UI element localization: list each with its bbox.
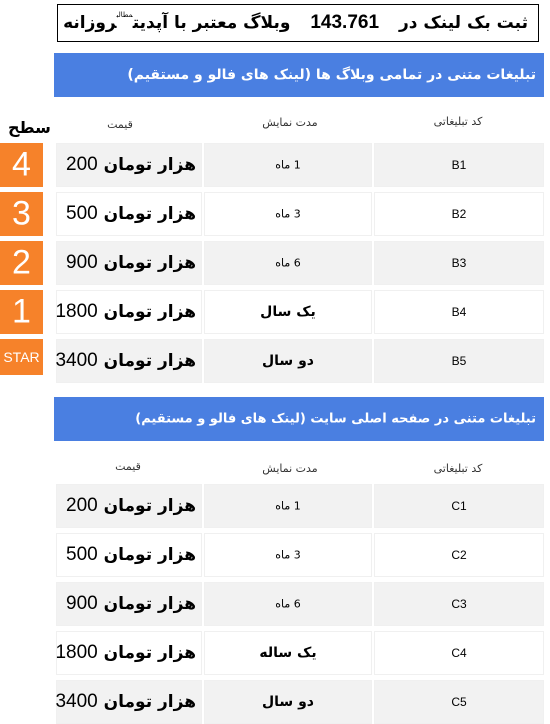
level-box-2	[0, 192, 43, 236]
section2-price-cell	[56, 484, 202, 528]
section2-col-duration: مدت نمایش	[262, 462, 318, 475]
price-text	[66, 154, 196, 176]
title-part-1: ثبت بک لینک در	[398, 13, 528, 33]
section1-code-cell	[374, 339, 544, 383]
code-text: B4	[451, 305, 467, 319]
section1-price-cell	[56, 143, 202, 187]
price-number: 1800	[55, 642, 98, 663]
price-unit: هزار تومان	[103, 692, 196, 712]
section1-col-code: کد تبلیغاتی	[433, 115, 483, 128]
code-text: B1	[451, 158, 467, 172]
price-number: 200	[66, 495, 98, 516]
level-box-1	[0, 143, 43, 187]
section2-col-price: قیمت	[115, 460, 141, 473]
title-part-2: وبلاگ معتبر با	[173, 13, 291, 33]
section2-col-code: کد تبلیغاتی	[433, 462, 483, 475]
section1-duration-cell	[204, 241, 372, 285]
duration-text: دو سال	[262, 694, 314, 710]
duration-text: 6 ماه	[275, 256, 301, 270]
price-number: 3400	[55, 691, 98, 712]
level-box-3	[0, 241, 43, 285]
section2-heading-bar	[54, 397, 544, 441]
level-value: 4	[12, 145, 31, 184]
code-text: B3	[451, 256, 467, 270]
section2-code-cell	[374, 533, 544, 577]
section1-price-cell	[56, 339, 202, 383]
price-unit: هزار تومان	[103, 204, 196, 224]
section1-price-cell	[56, 290, 202, 334]
price-number: 200	[66, 154, 98, 175]
section2-code-cell	[374, 631, 544, 675]
price-unit: هزار تومان	[103, 253, 196, 273]
section2-price-cell	[56, 680, 202, 724]
section1-price-cell	[56, 192, 202, 236]
price-text	[55, 642, 196, 664]
price-unit: هزار تومان	[103, 643, 196, 663]
price-unit: هزار تومان	[103, 545, 196, 565]
section2-duration-cell	[204, 484, 372, 528]
section1-heading-bar	[54, 53, 544, 97]
level-label: سطح	[8, 118, 51, 137]
level-value: 3	[12, 194, 31, 233]
code-text: C1	[451, 499, 467, 513]
price-text	[66, 495, 196, 517]
section2-price-cell	[56, 631, 202, 675]
title-part-3: آپدیت	[132, 13, 169, 33]
price-unit: هزار تومان	[103, 594, 196, 614]
section1-col-price: قیمت	[107, 118, 133, 131]
title-part-4: روزانه	[63, 13, 117, 33]
price-number: 500	[66, 203, 98, 224]
section1-code-cell	[374, 290, 544, 334]
code-text: B5	[451, 354, 467, 368]
code-text: C4	[451, 646, 467, 660]
level-value: 2	[12, 243, 31, 282]
price-text	[55, 691, 196, 713]
section2-price-cell	[56, 582, 202, 626]
section1-col-duration: مدت نمایش	[262, 116, 318, 129]
price-text	[55, 350, 196, 372]
page-title-box	[57, 4, 539, 42]
section2-duration-cell	[204, 631, 372, 675]
code-text: B2	[451, 207, 467, 221]
section1-heading: تبلیغات متنی در تمامی وبلاگ ها (لینک های فالو و مستقیم)	[127, 67, 536, 83]
price-number: 500	[66, 544, 98, 565]
duration-text: 3 ماه	[275, 207, 301, 221]
page-title	[63, 11, 528, 34]
title-superscript: مطالب	[116, 11, 133, 19]
price-text	[66, 593, 196, 615]
duration-text: یک سال	[260, 304, 316, 320]
code-text: C3	[451, 597, 467, 611]
price-unit: هزار تومان	[103, 351, 196, 371]
duration-text: 1 ماه	[275, 158, 301, 172]
price-text	[66, 203, 196, 225]
section1-code-cell	[374, 192, 544, 236]
section2-duration-cell	[204, 582, 372, 626]
duration-text: 6 ماه	[275, 597, 301, 611]
duration-text: دو سال	[262, 353, 314, 369]
section1-price-cell	[56, 241, 202, 285]
code-text: C5	[451, 695, 467, 709]
level-value: 1	[12, 292, 31, 331]
level-box-5	[0, 339, 43, 375]
price-text	[55, 301, 196, 323]
section2-code-cell	[374, 582, 544, 626]
duration-text: 3 ماه	[275, 548, 301, 562]
level-value: STAR	[3, 349, 40, 365]
price-number: 1800	[55, 301, 98, 322]
section2-code-cell	[374, 680, 544, 724]
code-text: C2	[451, 548, 467, 562]
section2-price-cell	[56, 533, 202, 577]
section1-duration-cell	[204, 143, 372, 187]
section2-duration-cell	[204, 680, 372, 724]
title-count: 143.761	[310, 12, 380, 33]
price-number: 900	[66, 252, 98, 273]
section1-code-cell	[374, 143, 544, 187]
level-box-4	[0, 290, 43, 334]
section1-duration-cell	[204, 290, 372, 334]
section2-duration-cell	[204, 533, 372, 577]
price-number: 3400	[55, 350, 98, 371]
section2-code-cell	[374, 484, 544, 528]
section1-code-cell	[374, 241, 544, 285]
section2-heading: تبلیغات متنی در صفحه اصلی سایت (لینک های فالو و مستقیم)	[135, 411, 536, 427]
price-unit: هزار تومان	[103, 155, 196, 175]
price-number: 900	[66, 593, 98, 614]
price-text	[66, 252, 196, 274]
duration-text: یک ساله	[259, 645, 317, 661]
duration-text: 1 ماه	[275, 499, 301, 513]
section1-duration-cell	[204, 192, 372, 236]
price-unit: هزار تومان	[103, 302, 196, 322]
price-unit: هزار تومان	[103, 496, 196, 516]
price-text	[66, 544, 196, 566]
section1-duration-cell	[204, 339, 372, 383]
